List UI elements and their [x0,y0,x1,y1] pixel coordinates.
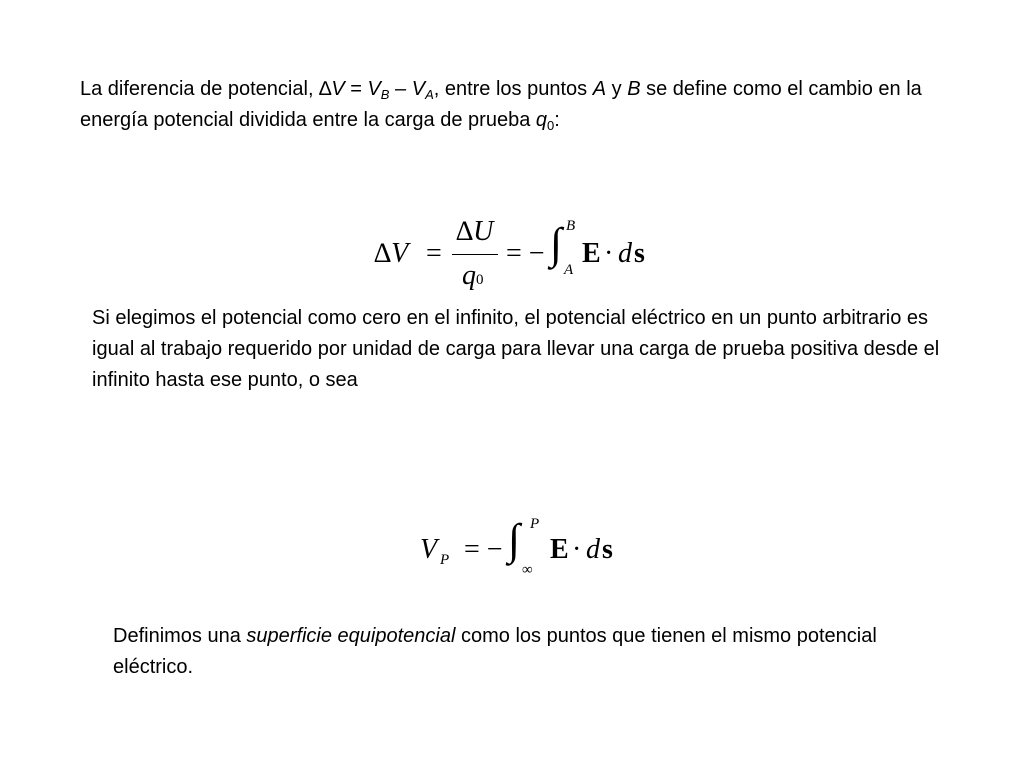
text-segment: y [606,78,628,100]
vector-s: s [602,534,613,565]
var-vb: V [367,78,381,100]
equation-potential-at-point [418,516,648,586]
text-segment: como los puntos que tienen el mismo potencial eléctrico. [113,625,877,678]
vector-e: E [582,238,601,269]
text-segment: La diferencia de potencial, [80,78,320,100]
integral-sign: ∫ [550,219,563,268]
denominator-q: q [462,260,476,291]
vector-e: E [550,534,569,565]
var-q: q [535,109,547,131]
sub-0: 0 [547,118,555,133]
text-segment: se define como el cambio en la energía potencial dividida entre la carga de prueba [80,78,922,131]
lhs-text: ∆V [374,238,409,269]
var-va: V [411,78,426,100]
lower-limit: A [564,262,574,278]
sub-a: A [425,87,434,102]
text-segment: , entre los puntos [433,78,593,100]
integral-sign: ∫ [508,515,521,564]
dot-product: · [572,534,582,565]
paragraph-infinity-reference: Si elegimos el potencial como cero en el infinito, el potencial eléctrico en un punto arbitrario es igual al trabajo requerido por unidad de carga para llevar una carga de prueba positiva desde el infinito hasta ese punto, o sea [92,307,940,391]
dot-product: · [604,238,614,269]
text-segment: Definimos una [113,625,247,647]
equals-minus: = − [506,238,545,269]
minus-sign: – [389,78,412,100]
colon: : [554,109,560,131]
delta-symbol: ∆ [319,78,332,100]
equals-sign: = [344,78,368,100]
point-b: B [627,78,641,100]
denominator [462,260,484,292]
upper-limit: B [566,218,576,234]
sub-p: P [440,552,450,568]
sub-b: B [380,87,390,102]
var-v: V [331,78,345,100]
lower-limit-infinity: ∞ [522,562,533,578]
denominator-sub: 0 [476,272,484,288]
emphasis-term: superficie equipotencial [246,625,456,647]
paragraph-equipotential-surface [113,621,933,683]
vector-s: s [634,238,645,269]
equals-sign-1: = [426,238,442,269]
equation-potential-difference [370,216,670,296]
equals-minus: = − [464,534,503,565]
point-a: A [592,78,607,100]
upper-limit: P [530,516,540,532]
lhs-delta-v [374,238,408,270]
numerator-delta-u: ∆U [456,216,494,247]
var-v: V [420,534,438,565]
fraction-bar [452,254,498,255]
paragraph-potential-difference [80,74,950,136]
differential-d: d [586,534,600,565]
differential-d: d [618,238,632,269]
